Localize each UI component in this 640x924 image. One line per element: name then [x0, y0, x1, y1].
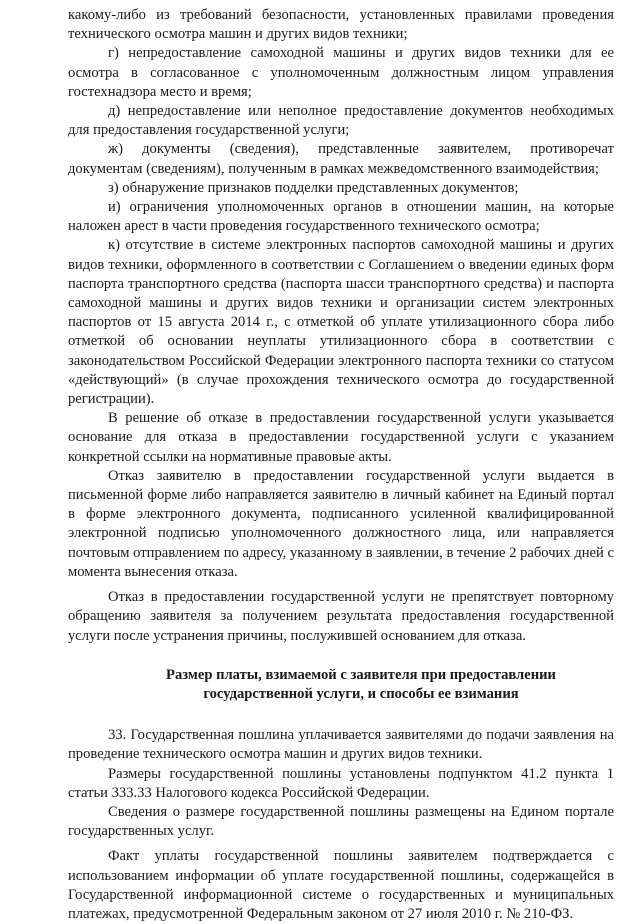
- paragraph-refusal-delivery: Отказ заявителю в предоставлении государственной услуги выдается в письменной форме либо направляется заявителю в личный кабинет на Единый портал в форме электронного документа, подписанного усиленной квалифицированной электронной подписью уполномоченного должностного лица, или направляется почтовым отправлением по адресу, указанному в заявлении, в течение 2 рабочих дней с момента вынесения отказа.: [68, 467, 614, 580]
- section-heading-line-1: Размер платы, взимаемой с заявителя при предоставлении: [166, 666, 556, 683]
- paragraph-item-k: к) отсутствие в системе электронных паспортов самоходной машины и других видов техники, оформленного в соответствии с Соглашением о введении единых форм паспорта транспортного средства (паспорта шасси транспортного средства) и паспорта самоходной машины и других видов техники и организации систем электронных паспортов от 15 августа 2014 г., с отметкой об уплате утилизационного сбора либо отметкой об основании неуплаты утилизационного сбора в соответствии с законодательством Российской Федерации электронного паспорта техники со статусом «действующий» (в случае прохождения технического осмотра до государственной регистрации).: [68, 237, 614, 408]
- paragraph-refusal-no-obstacle: Отказ в предоставлении государственной услуги не препятствует повторному обращению заявителя за получением результата предоставления государственной услуги после устранения причины, послужившей основанием для отказа.: [68, 589, 614, 644]
- paragraph-fee-amount: Размеры государственной пошлины установлены подпунктом 41.2 пункта 1 статьи 333.33 Налогового кодекса Российской Федерации.: [68, 765, 614, 801]
- spacer: [68, 646, 614, 666]
- paragraph-item-z: з) обнаружение признаков подделки представленных документов;: [108, 179, 519, 196]
- paragraph-fee-confirmation: Факт уплаты государственной пошлины заявителем подтверждается с использованием информации об уплате государственной пошлины, содержащейся в Государственной информационной системе о государственных и муниципальных платежах, предусмотренной Федеральным законом от 27 июля 2010 г. № 210-ФЗ.: [68, 848, 614, 922]
- paragraph-item-g: г) непредоставление самоходной машины и других видов техники для ее осмотра в согласованное с уполномоченным должностным лицом управления гостехнадзора место и время;: [68, 45, 614, 100]
- paragraph-item-33: 33. Государственная пошлина уплачивается заявителями до подачи заявления на проведение технического осмотра машин и других видов техники.: [68, 727, 614, 763]
- section-heading-line-2: государственной услуги, и способы ее взимания: [203, 685, 519, 702]
- paragraph-fee-info: Сведения о размере государственной пошлины размещены на Едином портале государственных услуг.: [68, 803, 614, 840]
- paragraph-item-i: и) ограничения уполномоченных органов в отношении машин, на которые наложен арест в части проведения государственного технического осмотра;: [68, 199, 614, 235]
- paragraph-item-d: д) непредоставление или неполное предоставление документов необходимых для предоставления государственной услуги;: [68, 103, 614, 139]
- paragraph-top-0: какому-либо из требований безопасности, установленных правилами проведения технического осмотра машин и других видов техники;: [68, 7, 614, 43]
- paragraph-refusal-basis: В решение об отказе в предоставлении государственной услуги указывается основание для отказа в предоставлении государственной услуги с указанием конкретной ссылки на нормативные правовые акты.: [68, 410, 614, 465]
- paragraph-item-zh: ж) документы (сведения), представленные заявителем, противоречат документам (сведениям), полученным в рамках межведомственного взаимодействия;: [68, 141, 614, 177]
- spacer: [68, 704, 614, 726]
